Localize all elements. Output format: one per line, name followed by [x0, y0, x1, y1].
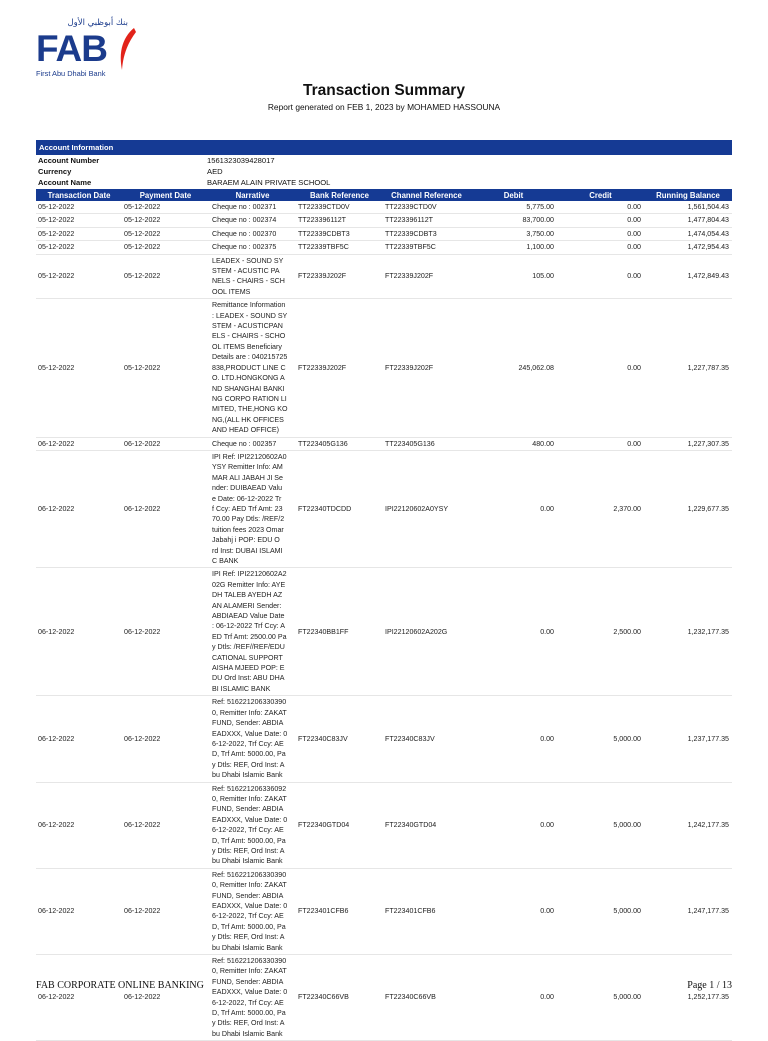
- narrative-cell: Cheque no : 002374: [209, 214, 296, 227]
- channel-reference-cell: FT22340C83JV: [383, 696, 470, 782]
- table-row: [36, 696, 732, 782]
- narrative-cell: Ref: 516221206330390 0, Remitter Info: ZAKAT FUND, Sender: ABDIA EADXXX, Value Date: 0 6-12-2022, Trf Ccy: AE D, Trf Amt: 5000.00, Pa y Dtls: REF, Ord Inst: A bu Dhabi Islamic Bank: [209, 955, 296, 1041]
- running-balance-cell: 1,472,954.43: [644, 241, 732, 254]
- account-information-header: Account Information: [36, 140, 732, 155]
- channel-reference-cell: TT22339CDBT3: [383, 227, 470, 240]
- currency-label: Currency: [38, 167, 72, 176]
- channel-reference-cell: TT223405G136: [383, 437, 470, 450]
- transaction-date-cell: 06-12-2022: [36, 696, 122, 782]
- bank-reference-cell: TT22339TBF5C: [296, 241, 383, 254]
- running-balance-cell: 1,472,849.43: [644, 254, 732, 299]
- credit-amount-cell: 0.00: [557, 201, 644, 214]
- transaction-date-cell: 06-12-2022: [36, 450, 122, 567]
- credit-amount-cell: 0.00: [557, 214, 644, 227]
- narrative-cell: Remittance Information : LEADEX - SOUND SY STEM - ACUSTICPAN ELS - CHAIRS - SCHO OL ITEMS Beneficiary Details are : 040215725 838,PRODUCT LINE C O. LTD.HONGKONG A ND SHANGHAI BANKI NG CORPO RATION LI MITED, THE,HONG KO NG,(ALL HK OFFICES AND HEAD OFFICE): [209, 299, 296, 437]
- bank-logo-text: FAB: [36, 28, 107, 69]
- payment-date-cell: 06-12-2022: [122, 782, 209, 868]
- table-row: [36, 868, 732, 954]
- debit-amount-cell: 5,775.00: [470, 201, 557, 214]
- narrative-cell: Ref: 516221206330390 0, Remitter Info: ZAKAT FUND, Sender: ABDIA EADXXX, Value Date: 0 6-12-2022, Trf Ccy: AE D, Trf Amt: 5000.00, Pa y Dtls: REF, Ord Inst: A bu Dhabi Islamic Bank: [209, 868, 296, 954]
- column-header-debit: Debit: [470, 189, 557, 201]
- credit-amount-cell: 0.00: [557, 437, 644, 450]
- transaction-date-cell: 05-12-2022: [36, 214, 122, 227]
- bank-reference-cell: FT22340GTD04: [296, 782, 383, 868]
- running-balance-cell: 1,247,177.35: [644, 868, 732, 954]
- credit-amount-cell: 2,370.00: [557, 450, 644, 567]
- payment-date-cell: 05-12-2022: [122, 254, 209, 299]
- payment-date-cell: 06-12-2022: [122, 437, 209, 450]
- narrative-cell: Cheque no : 002357: [209, 437, 296, 450]
- account-number-row: [36, 155, 732, 166]
- currency-row: [36, 166, 732, 177]
- bank-arabic-name: بنك أبوظبي الأول: [67, 18, 128, 28]
- channel-reference-cell: TT22339TBF5C: [383, 241, 470, 254]
- bank-reference-cell: TT22339CTD0V: [296, 201, 383, 214]
- table-header-row: [36, 189, 732, 201]
- debit-amount-cell: 3,750.00: [470, 227, 557, 240]
- credit-amount-cell: 0.00: [557, 227, 644, 240]
- table-row: [36, 782, 732, 868]
- payment-date-cell: 06-12-2022: [122, 450, 209, 567]
- transactions-table: [36, 189, 732, 1041]
- bank-reference-cell: TT223396112T: [296, 214, 383, 227]
- column-header-credit: Credit: [557, 189, 644, 201]
- bank-reference-cell: TT22339CDBT3: [296, 227, 383, 240]
- credit-amount-cell: 0.00: [557, 299, 644, 437]
- table-row: [36, 955, 732, 1041]
- transaction-date-cell: 06-12-2022: [36, 437, 122, 450]
- payment-date-cell: 05-12-2022: [122, 201, 209, 214]
- transaction-date-cell: 06-12-2022: [36, 568, 122, 696]
- debit-amount-cell: 0.00: [470, 696, 557, 782]
- channel-reference-cell: IPI22120602A0YSY: [383, 450, 470, 567]
- credit-amount-cell: 5,000.00: [557, 782, 644, 868]
- transaction-date-cell: 06-12-2022: [36, 782, 122, 868]
- table-row: [36, 214, 732, 227]
- running-balance-cell: 1,229,677.35: [644, 450, 732, 567]
- channel-reference-cell: TT22339CTD0V: [383, 201, 470, 214]
- channel-reference-cell: FT22339J202F: [383, 299, 470, 437]
- transaction-date-cell: 06-12-2022: [36, 868, 122, 954]
- running-balance-cell: 1,474,054.43: [644, 227, 732, 240]
- payment-date-cell: 06-12-2022: [122, 868, 209, 954]
- narrative-cell: Cheque no : 002370: [209, 227, 296, 240]
- account-name-value: BARAEM ALAIN PRIVATE SCHOOL: [207, 178, 331, 187]
- transaction-date-cell: 05-12-2022: [36, 201, 122, 214]
- bank-reference-cell: FT22340TDCDD: [296, 450, 383, 567]
- running-balance-cell: 1,227,787.35: [644, 299, 732, 437]
- debit-amount-cell: 480.00: [470, 437, 557, 450]
- table-row: [36, 227, 732, 240]
- debit-amount-cell: 0.00: [470, 450, 557, 567]
- currency-value: AED: [207, 167, 223, 176]
- channel-reference-cell: IPI22120602A202G: [383, 568, 470, 696]
- credit-amount-cell: 5,000.00: [557, 955, 644, 1041]
- bank-english-name: First Abu Dhabi Bank: [36, 69, 106, 78]
- channel-reference-cell: TT223396112T: [383, 214, 470, 227]
- running-balance-cell: 1,227,307.35: [644, 437, 732, 450]
- transaction-date-cell: 05-12-2022: [36, 254, 122, 299]
- table-row: [36, 437, 732, 450]
- credit-amount-cell: 2,500.00: [557, 568, 644, 696]
- account-information: [36, 140, 732, 188]
- bank-reference-cell: FT22339J202F: [296, 254, 383, 299]
- bank-reference-cell: TT223405G136: [296, 437, 383, 450]
- column-header-channel-reference: Channel Reference: [383, 189, 470, 201]
- payment-date-cell: 05-12-2022: [122, 241, 209, 254]
- account-name-row: [36, 177, 732, 188]
- page-number: Page 1 / 13: [687, 980, 732, 991]
- payment-date-cell: 05-12-2022: [122, 299, 209, 437]
- debit-amount-cell: 1,100.00: [470, 241, 557, 254]
- payment-date-cell: 05-12-2022: [122, 227, 209, 240]
- account-number-value: 1561323039428017: [207, 156, 275, 165]
- table-row: [36, 450, 732, 567]
- fab-swoosh-icon: [114, 26, 138, 72]
- bank-reference-cell: FT22340C66VB: [296, 955, 383, 1041]
- payment-date-cell: 06-12-2022: [122, 568, 209, 696]
- debit-amount-cell: 245,062.08: [470, 299, 557, 437]
- bank-reference-cell: FT223401CFB6: [296, 868, 383, 954]
- table-row: [36, 299, 732, 437]
- transactions-body: [36, 201, 732, 1041]
- narrative-cell: IPI Ref: IPI22120602A2 02G Remitter Info: AYE DH TALEB AYEDH AZ AN ALAMERI Sender: ABDIAEAD Value Date : 06-12-2022 Trf Ccy: A ED Trf Amt: 2500.00 Pa y Dtls: /REF//REF/EDU CATIONAL SUPPORT AISHA MJEED POP: E DU Ord Inst: ABU DHA BI ISLAMIC BANK: [209, 568, 296, 696]
- running-balance-cell: 1,561,504.43: [644, 201, 732, 214]
- payment-date-cell: 05-12-2022: [122, 214, 209, 227]
- table-row: [36, 254, 732, 299]
- report-subtitle: Report generated on FEB 1, 2023 by MOHAMED HASSOUNA: [267, 102, 501, 112]
- narrative-cell: Ref: 516221206336092 0, Remitter Info: ZAKAT FUND, Sender: ABDIA EADXXX, Value Date: 0 6-12-2022, Trf Ccy: AE D, Trf Amt: 5000.00, Pa y Dtls: REF, Ord Inst: A bu Dhabi Islamic Bank: [209, 782, 296, 868]
- channel-reference-cell: FT22340GTD04: [383, 782, 470, 868]
- bank-reference-cell: FT22340BB1FF: [296, 568, 383, 696]
- column-header-payment-date: Payment Date: [122, 189, 209, 201]
- account-name-label: Account Name: [38, 178, 92, 187]
- page-title: Transaction Summary: [303, 82, 465, 99]
- channel-reference-cell: FT223401CFB6: [383, 868, 470, 954]
- debit-amount-cell: 0.00: [470, 868, 557, 954]
- narrative-cell: Cheque no : 002371: [209, 201, 296, 214]
- transaction-date-cell: 06-12-2022: [36, 955, 122, 1041]
- bank-reference-cell: FT22340C83JV: [296, 696, 383, 782]
- debit-amount-cell: 83,700.00: [470, 214, 557, 227]
- transaction-date-cell: 05-12-2022: [36, 227, 122, 240]
- narrative-cell: Cheque no : 002375: [209, 241, 296, 254]
- credit-amount-cell: 5,000.00: [557, 868, 644, 954]
- debit-amount-cell: 0.00: [470, 568, 557, 696]
- payment-date-cell: 06-12-2022: [122, 696, 209, 782]
- column-header-bank-reference: Bank Reference: [296, 189, 383, 201]
- column-header-narrative: Narrative: [209, 189, 296, 201]
- running-balance-cell: 1,232,177.35: [644, 568, 732, 696]
- transaction-date-cell: 05-12-2022: [36, 299, 122, 437]
- debit-amount-cell: 0.00: [470, 782, 557, 868]
- running-balance-cell: 1,237,177.35: [644, 696, 732, 782]
- table-row: [36, 568, 732, 696]
- running-balance-cell: 1,252,177.35: [644, 955, 732, 1041]
- narrative-cell: LEADEX - SOUND SY STEM - ACUSTIC PA NELS - CHAIRS - SCH OOL ITEMS: [209, 254, 296, 299]
- payment-date-cell: 06-12-2022: [122, 955, 209, 1041]
- column-header-transaction-date: Transaction Date: [36, 189, 122, 201]
- narrative-cell: IPI Ref: IPI22120602A0 YSY Remitter Info: AM MAR ALI JABAH JI Se nder: DUIBAEAD Valu e Date: 06-12-2022 Tr f Ccy: AED Trf Amt: 23 70.00 Pay Dtls: /REF/2 tuition fees 2023 Omar Jabahj i POP: EDU O rd Inst: DUBAI ISLAMI C BANK: [209, 450, 296, 567]
- transaction-date-cell: 05-12-2022: [36, 241, 122, 254]
- channel-reference-cell: FT22339J202F: [383, 254, 470, 299]
- running-balance-cell: 1,477,804.43: [644, 214, 732, 227]
- table-row: [36, 241, 732, 254]
- account-number-label: Account Number: [38, 156, 100, 165]
- running-balance-cell: 1,242,177.35: [644, 782, 732, 868]
- bank-reference-cell: FT22339J202F: [296, 299, 383, 437]
- credit-amount-cell: 0.00: [557, 241, 644, 254]
- credit-amount-cell: 0.00: [557, 254, 644, 299]
- channel-reference-cell: FT22340C66VB: [383, 955, 470, 1041]
- column-header-running-balance: Running Balance: [644, 189, 732, 201]
- credit-amount-cell: 5,000.00: [557, 696, 644, 782]
- debit-amount-cell: 0.00: [470, 955, 557, 1041]
- narrative-cell: Ref: 516221206330390 0, Remitter Info: ZAKAT FUND, Sender: ABDIA EADXXX, Value Date: 0 6-12-2022, Trf Ccy: AE D, Trf Amt: 5000.00, Pa y Dtls: REF, Ord Inst: A bu Dhabi Islamic Bank: [209, 696, 296, 782]
- footer-brand: FAB CORPORATE ONLINE BANKING: [36, 980, 204, 991]
- bank-logo: [36, 18, 136, 80]
- table-row: [36, 201, 732, 214]
- debit-amount-cell: 105.00: [470, 254, 557, 299]
